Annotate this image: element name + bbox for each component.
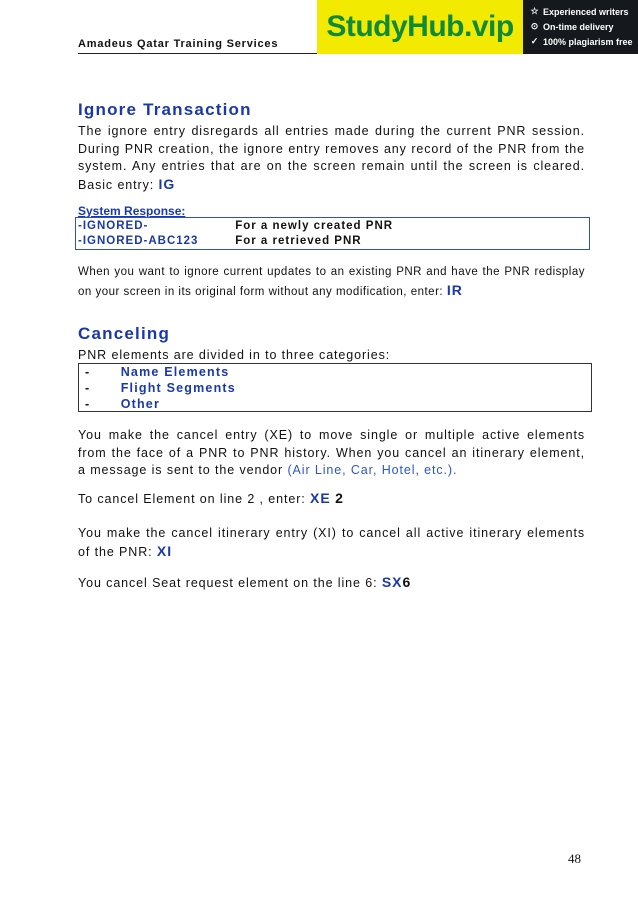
response-row <box>78 235 362 247</box>
feature-label: Experienced writers <box>543 6 629 17</box>
brand-logo <box>317 0 523 54</box>
response-row <box>78 220 393 232</box>
redisplay-text: When you want to ignore current updates to an existing PNR and have the PNR redisplay on your screen in its original form without any modification, enter: <box>78 266 585 298</box>
redisplay-command: IR <box>446 282 463 298</box>
feature-item <box>523 4 638 19</box>
xi-paragraph <box>78 525 585 561</box>
seat-number: 6 <box>402 574 412 590</box>
xi-command: XI <box>156 542 173 559</box>
category-item <box>85 365 229 379</box>
line2-command: XE <box>310 490 331 506</box>
document-header: Amadeus Qatar Training Services <box>78 38 279 50</box>
studyhub-banner[interactable] <box>317 0 638 54</box>
ignore-heading: Ignore Transaction <box>78 100 252 119</box>
ignore-command: IG <box>158 175 176 192</box>
page-number: 48 <box>568 851 581 866</box>
feature-item <box>523 19 638 34</box>
feature-list <box>523 0 638 54</box>
response-description: For a retrieved PNR <box>235 235 362 247</box>
seat-command: SX <box>381 574 403 590</box>
ignore-intro-paragraph <box>78 123 585 194</box>
ignore-intro-text: The ignore entry disregards all entries made during the current PNR session. During PNR creation, the ignore entry removes any record of the PNR from the system. Any entries that are on the screen remain until the screen is cleared. Basic entry: <box>78 124 585 192</box>
feature-item <box>523 34 638 49</box>
star-icon: ☆ <box>530 6 539 16</box>
xe-paragraph <box>78 427 585 480</box>
bullet-dash: - <box>85 365 91 379</box>
xi-text: You make the cancel itinerary entry (XI) to cancel all active itinerary elements of the PNR: <box>78 526 585 559</box>
line2-text: To cancel Element on line 2 , enter: <box>78 492 306 506</box>
line2-number: 2 <box>335 490 344 506</box>
xe-text: You make the cancel entry (XE) to move single or multiple active elements from the face of a PNR to PNR history. When you cancel an itinerary element, a message is sent to the vendor <box>78 428 585 477</box>
category-item <box>85 397 160 411</box>
check-icon: ✓ <box>530 36 539 46</box>
redisplay-paragraph <box>78 263 585 301</box>
bullet-dash: - <box>85 397 91 411</box>
category-item <box>85 381 236 395</box>
response-code: -IGNORED- <box>78 220 149 232</box>
seat-paragraph <box>78 574 585 593</box>
clock-icon: ⊙ <box>530 21 539 31</box>
vendor-examples: (Air Line, Car, Hotel, etc.). <box>287 463 458 477</box>
system-response-box <box>75 217 590 250</box>
response-code: -IGNORED-ABC123 <box>78 235 199 247</box>
bullet-dash: - <box>85 381 91 395</box>
response-description: For a newly created PNR <box>235 220 394 232</box>
feature-label: 100% plagiarism free <box>543 36 633 47</box>
category-label: Name Elements <box>120 365 230 379</box>
canceling-intro: PNR elements are divided in to three categories: <box>78 348 391 362</box>
category-label: Other <box>120 397 161 411</box>
canceling-heading: Canceling <box>78 324 171 343</box>
categories-box <box>78 363 592 412</box>
seat-text: You cancel Seat request element on the line 6: <box>78 576 378 590</box>
brand-name: StudyHub.vip <box>326 10 514 43</box>
system-response-label: System Response: <box>78 204 186 218</box>
category-label: Flight Segments <box>120 381 236 395</box>
line2-paragraph <box>78 490 585 509</box>
feature-label: On-time delivery <box>543 21 614 32</box>
